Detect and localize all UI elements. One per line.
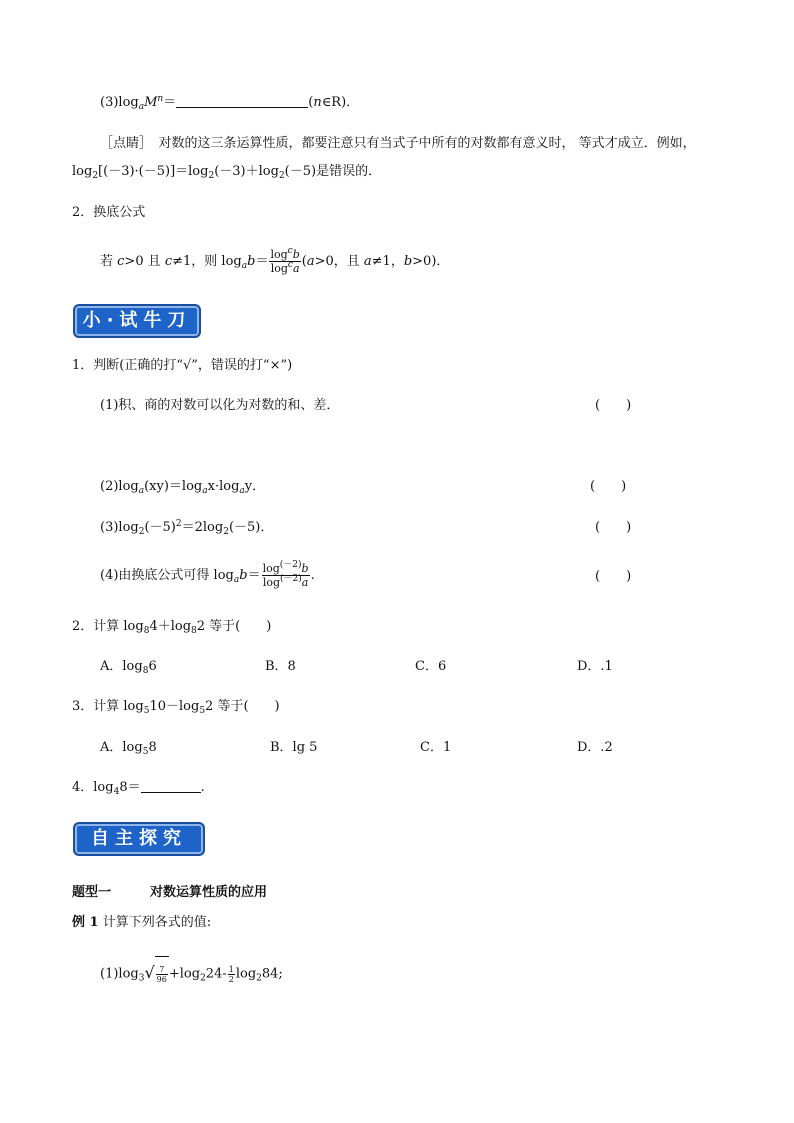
section-banner-explore: 自主探究 bbox=[73, 822, 205, 856]
log-power-rule: $(3)\log_aM^n=$ (n∈R)． bbox=[100, 94, 360, 112]
q2-option-c[interactable]: C．6 bbox=[415, 659, 447, 674]
q3-option-d[interactable]: D．.2 bbox=[577, 740, 613, 755]
q3-option-b[interactable]: B．lg 5 bbox=[270, 740, 318, 755]
q4-stem: 4．$\log_48=$ . bbox=[72, 780, 205, 797]
change-base-fraction: $\frac{\log^cb}{\log^ca}$ bbox=[270, 246, 300, 275]
q1-item-3: $(3)\log_2(-5)^2=2\log_2(-5)$． bbox=[100, 519, 274, 537]
q1-item-4-fraction: $\frac{\log^{(-2)}b}{\log^{(-2)}a}$ bbox=[262, 560, 309, 589]
change-base-heading: 2．换底公式 bbox=[72, 205, 146, 220]
q1-item-4-answer[interactable]: ( ) bbox=[595, 569, 632, 584]
q1-item-1-answer[interactable]: ( ) bbox=[595, 398, 632, 413]
example-1-expression: $(1)\log_3√$ $\frac{7}{96}$ $+\log_224-$ $\frac{1}{2}$ $\log_284$; bbox=[100, 955, 283, 993]
q2-option-b[interactable]: B．8 bbox=[265, 659, 296, 674]
q3-option-a[interactable]: A．$\log_58$ bbox=[100, 740, 157, 757]
question-type-title: 对数运算性质的应用 bbox=[150, 885, 268, 900]
q1-stem: 1．判断(正确的打“√”，错误的打“×”) bbox=[72, 358, 293, 373]
q1-item-4: (4)由换底公式可得 $\log_ab=$ $\frac{\log^{(-2)}b}{\log^{(-2)}a}$ . bbox=[100, 560, 315, 589]
note-line-1: ［点睛］ 对数的这三条运算性质，都要注意只有当式子中所有的对数都有意义时， 等式才成立．例如， bbox=[100, 136, 696, 151]
q3-stem: 3．计算 $\log_510-\log_52$ 等于( ) bbox=[72, 699, 280, 716]
example-1-heading: 例 1 计算下列各式的值: bbox=[72, 915, 212, 930]
q2-option-d[interactable]: D．.1 bbox=[577, 659, 613, 674]
question-type-label: 题型一 bbox=[72, 885, 112, 900]
q2-stem: 2．计算 $\log_84+\log_82$ 等于( ) bbox=[72, 619, 272, 636]
q1-item-3-answer[interactable]: ( ) bbox=[595, 520, 632, 535]
q4-answer-blank[interactable] bbox=[141, 779, 201, 793]
q1-item-1: (1)积、商的对数可以化为对数的和、差． bbox=[100, 398, 340, 413]
sqrt-symbol: √ $\frac{7}{96}$ bbox=[144, 955, 168, 993]
q1-item-2-answer[interactable]: ( ) bbox=[590, 479, 627, 494]
q1-item-2: $(2)\log_a(xy)=\log_ax\cdot\log_ay$． bbox=[100, 479, 266, 496]
answer-blank[interactable] bbox=[176, 94, 308, 108]
section-banner-practice: 小·试牛刀 bbox=[73, 304, 201, 338]
note-line-2: $\log_2[(-3)\cdot(-5)]=\log_2(-3)+\log_2(-5)$是错误的． bbox=[72, 164, 382, 181]
q2-option-a[interactable]: A．$\log_86$ bbox=[100, 659, 157, 676]
change-base-formula: 若 c>0 且 c≠1，则 $\log_ab=$ $\frac{\log^cb}{\log^ca}$ (a>0，且 a≠1，b>0)． bbox=[100, 246, 450, 275]
q3-option-c[interactable]: C．1 bbox=[420, 740, 452, 755]
